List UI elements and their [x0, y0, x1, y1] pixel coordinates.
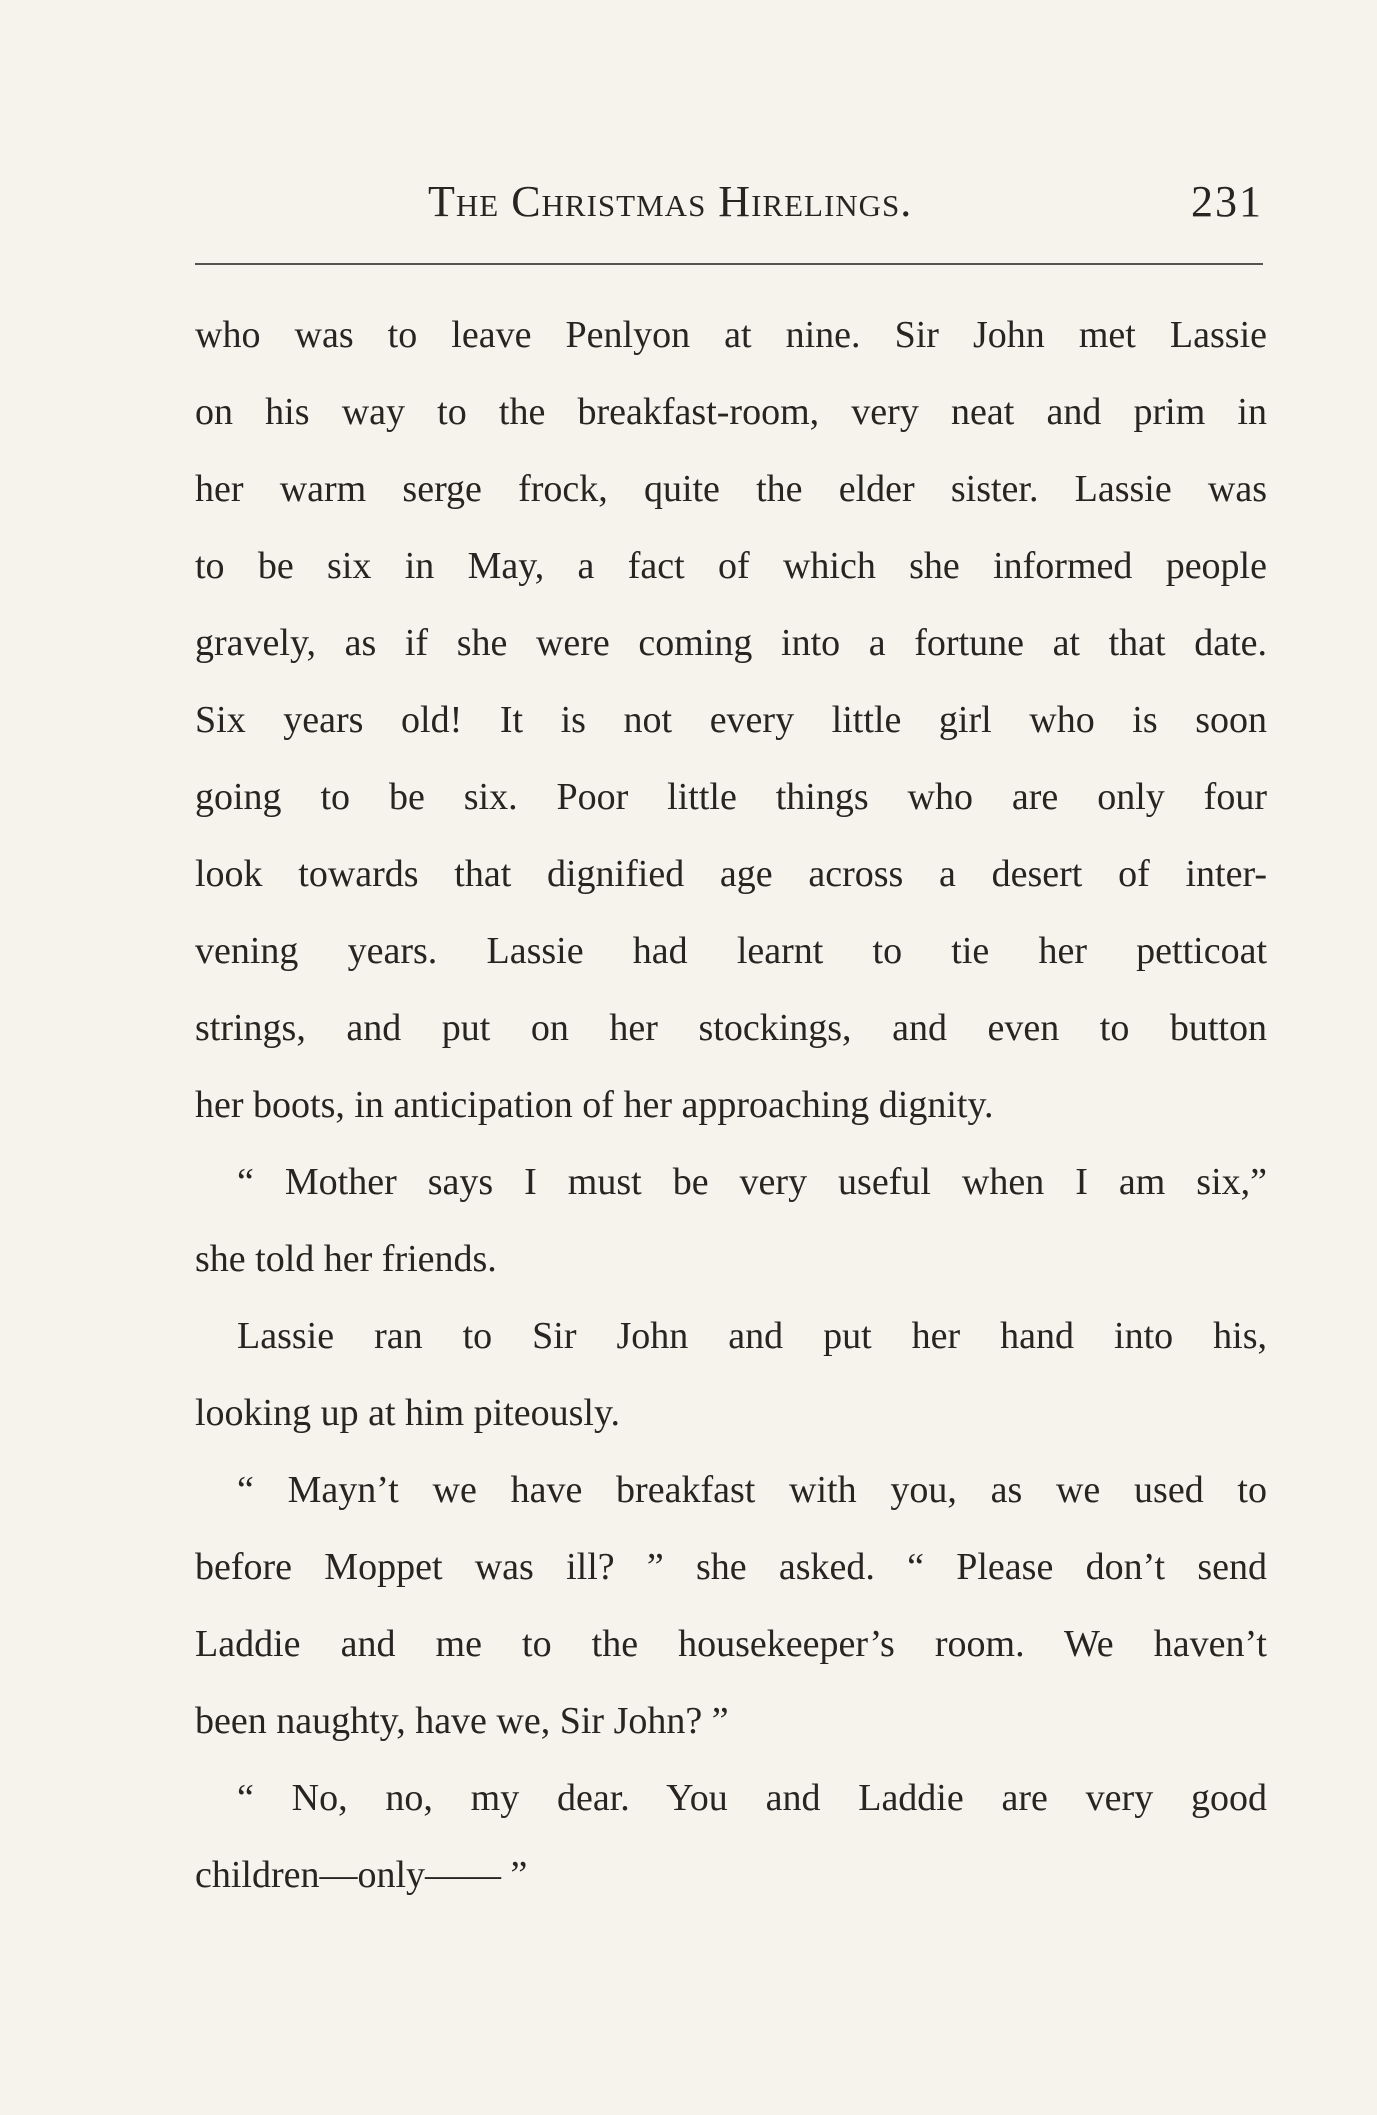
text-line: before Moppet was ill? ” she asked. “ Please don’t send: [195, 1546, 1267, 1588]
text-line: on his way to the breakfast-room, very neat and prim in: [195, 391, 1267, 433]
running-head: [195, 172, 1263, 232]
running-title: The Christmas Hirelings.: [428, 177, 913, 226]
text-line: vening years. Lassie had learnt to tie her petticoat: [195, 930, 1267, 972]
text-line: Laddie and me to the housekeeper’s room. We haven’t: [195, 1623, 1267, 1665]
text-line: children—only—— ”: [195, 1854, 528, 1896]
text-line: Six years old! It is not every little girl who is soon: [195, 699, 1267, 741]
body-text: [195, 302, 1267, 1919]
text-line: her boots, in anticipation of her approaching dignity.: [195, 1084, 994, 1126]
text-line: going to be six. Poor little things who are only four: [195, 776, 1267, 818]
text-line: gravely, as if she were coming into a fortune at that date.: [195, 622, 1267, 664]
text-line: look towards that dignified age across a desert of inter-: [195, 853, 1267, 895]
text-line: “ No, no, my dear. You and Laddie are very good: [237, 1777, 1267, 1819]
text-line: she told her friends.: [195, 1238, 497, 1280]
page-number: 231: [1191, 177, 1263, 226]
text-line: “ Mother says I must be very useful when I am six,”: [237, 1161, 1267, 1203]
text-line: who was to leave Penlyon at nine. Sir John met Lassie: [195, 314, 1267, 356]
text-line: been naughty, have we, Sir John? ”: [195, 1700, 729, 1742]
header-rule: [195, 263, 1263, 265]
text-line: her warm serge frock, quite the elder sister. Lassie was: [195, 468, 1267, 510]
text-line: “ Mayn’t we have breakfast with you, as we used to: [237, 1469, 1267, 1511]
text-line: to be six in May, a fact of which she informed people: [195, 545, 1267, 587]
text-line: looking up at him piteously.: [195, 1392, 621, 1434]
text-line: strings, and put on her stockings, and even to button: [195, 1007, 1267, 1049]
text-line: Lassie ran to Sir John and put her hand into his,: [237, 1315, 1267, 1357]
